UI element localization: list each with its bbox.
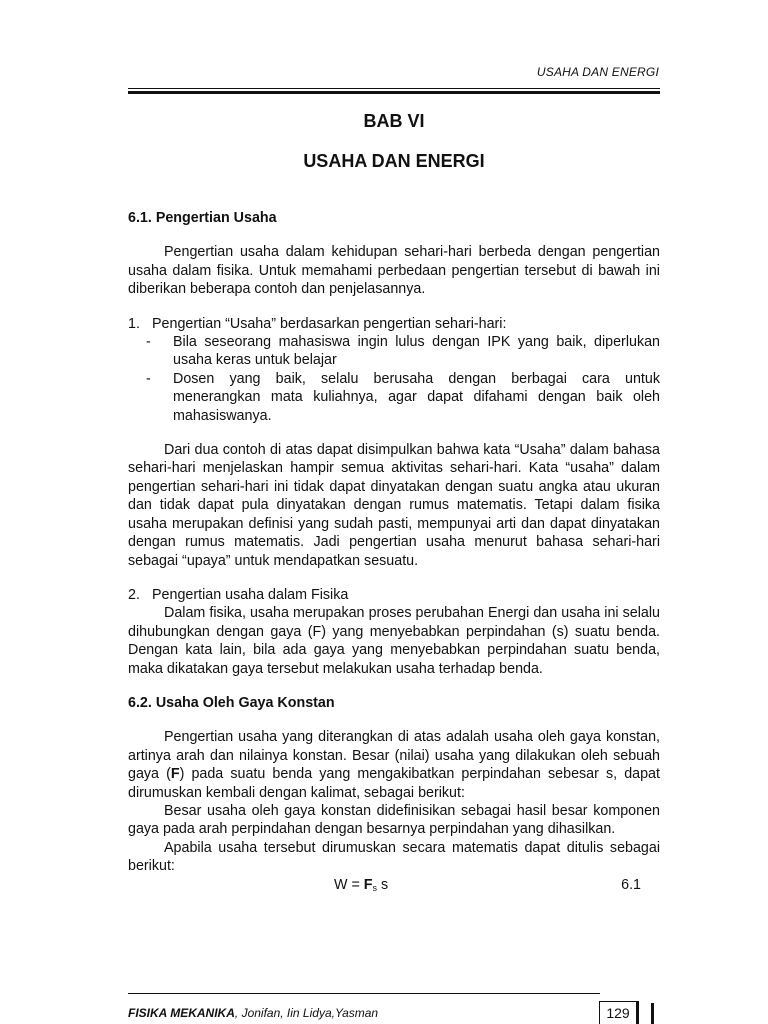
- paragraph-formula-intro: Apabila usaha tersebut dirumuskan secara matematis dapat ditulis sebagai berikut:: [128, 839, 660, 875]
- footer-text: FISIKA MEKANIKA, Jonifan, Iin Lidya,Yasman: [128, 1006, 379, 1020]
- header-rule-thin: [128, 88, 660, 89]
- list-item-text: Pengertian “Usaha” berdasarkan pengertian sehari-hari:: [152, 315, 507, 332]
- paragraph-definition: Besar usaha oleh gaya konstan didefinisikan sebagai hasil besar komponen gaya pada arah perpindahan dengan besarnya perpindahan yang dihasilkan.: [128, 802, 660, 838]
- page-content: [128, 209, 660, 896]
- section-heading-6-2: 6.2. Usaha Oleh Gaya Konstan: [128, 694, 335, 711]
- list-number: 2.: [128, 586, 140, 603]
- running-header: USAHA DAN ENERGI: [536, 65, 659, 79]
- bullet-item: [146, 333, 660, 370]
- equation-6-1: [128, 876, 660, 896]
- equation-expression: $W = F_s$ s: [334, 876, 389, 893]
- paragraph-intro: Pengertian usaha dalam kehidupan sehari-hari berbeda dengan pengertian usaha dalam fisika. Untuk memahami perbedaan pengertian tersebut di bawah ini diberikan beberapa contoh dan penjelasannya.: [128, 244, 660, 298]
- dash-marker: -: [146, 370, 151, 387]
- bullet-text: Dosen yang baik, selalu berusaha dengan berbagai cara untuk menerangkan mata kuliahnya, agar dapat difahami dengan baik oleh mahasiswanya.: [173, 370, 660, 424]
- footer-rule: [128, 993, 600, 994]
- section-heading-6-1: 6.1. Pengertian Usaha: [128, 210, 277, 226]
- bullet-item: [146, 370, 660, 425]
- paragraph-conclusion: Dari dua contoh di atas dapat disimpulkan bahwa kata “Usaha” dalam bahasa sehari-hari menjelaskan hampir semua aktivitas sehari-hari. Kata “usaha” dalam pengertian sehari-hari ini tidak dapat dinyatakan dengan suatu angka atau ukuran dan tidak dapat pula dinyatakan dengan rumus matematis. Tetapi dalam fisika usaha merupakan definisi yang sudah pasti, mempunyai arti dan dapat dinyatakan dengan rumus matematis. Jadi pengertian usaha menurut bahasa sehari-hari sebagai “upaya” untuk mendapatkan sesuatu.: [128, 442, 660, 569]
- chapter-title: USAHA DAN ENERGI: [303, 151, 485, 171]
- paragraph-physics-definition: Dalam fisika, usaha merupakan proses perubahan Energi dan usaha ini selalu dihubungkan dengan gaya (F) yang menyebabkan perpindahan (s) suatu benda. Dengan kata lain, bila ada gaya yang menyebabkan perpindahan suatu benda, maka dikatakan gaya tersebut melakukan usaha terhadap benda.: [128, 605, 660, 677]
- paragraph-constant-force: Pengertian usaha yang diterangkan di atas adalah usaha oleh gaya konstan, artinya arah dan nilainya konstan. Besar (nilai) usaha yang dilakukan oleh sebuah gaya (F) pada suatu benda yang mengakibatkan perpindahan sebesar s, dapat dirumuskan kembali dengan kalimat, sebagai berikut:: [128, 729, 660, 801]
- page-number: 129: [599, 1001, 639, 1024]
- bullet-text: Bila seseorang mahasiswa ingin lulus dengan IPK yang baik, diperlukan usaha keras untuk belajar: [173, 334, 660, 369]
- page-number-bar: [651, 1003, 654, 1024]
- list-item-1: [128, 315, 660, 333]
- dash-marker: -: [146, 334, 151, 351]
- header-rule-thick: [128, 91, 660, 94]
- list-number: 1.: [128, 315, 140, 332]
- list-item-text: Pengertian usaha dalam Fisika: [152, 586, 349, 603]
- chapter-number: BAB VI: [363, 111, 425, 131]
- equation-number: 6.1: [621, 876, 641, 893]
- list-item-2: [128, 586, 660, 604]
